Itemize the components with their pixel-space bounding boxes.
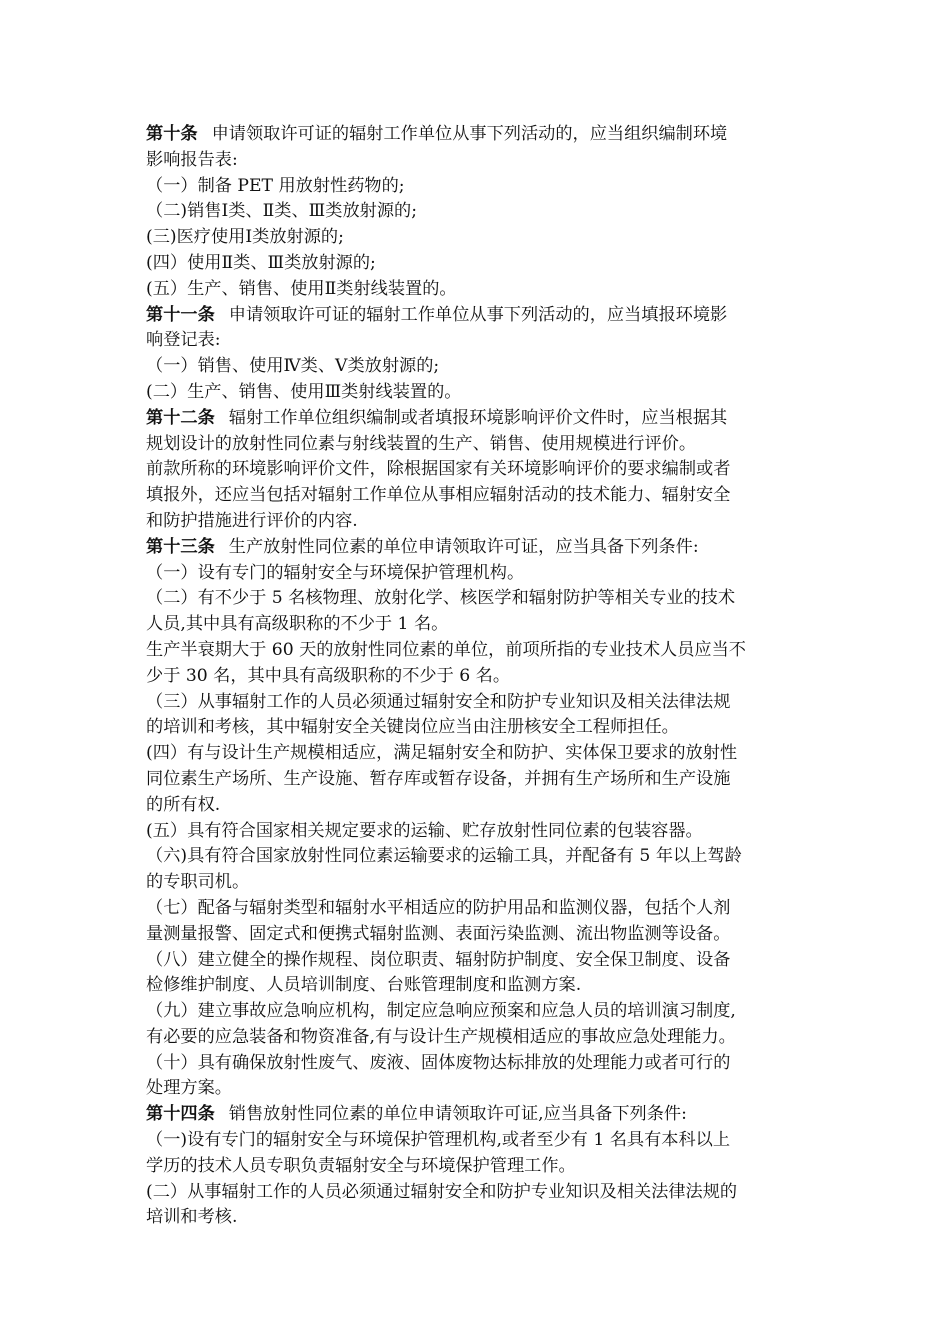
article-11-heading: 第十一条	[146, 304, 215, 325]
article-12-lead: 辐射工作单位组织编制或者填报环境影响评价文件时，应当根据其	[228, 407, 728, 428]
article-12-lead-cont: 规划设计的放射性同位素与射线装置的生产、销售、使用规模进行评价。	[146, 433, 697, 454]
article-13-text: （二）有不少于 5 名核物理、放射化学、核医学和辐射防护等相关专业的技术	[146, 588, 736, 609]
article-13-text: 处理方案。	[146, 1078, 232, 1099]
article-12-paragraph: 和防护措施进行评价的内容.	[146, 510, 358, 531]
article-13-text: （九）建立事故应急响应机构，制定应急响应预案和应急人员的培训演习制度,	[146, 1001, 736, 1022]
article-13-text: (五）具有符合国家相关规定要求的运输、贮存放射性同位素的包装容器。	[146, 820, 703, 841]
article-13-text: （六)具有符合国家放射性同位素运输要求的运输工具，并配备有 5 年以上驾龄	[146, 846, 742, 867]
article-14-heading: 第十四条	[146, 1104, 215, 1125]
article-13-text: 检修维护制度、人员培训制度、台账管理制度和监测方案.	[146, 975, 582, 996]
article-13-text: （三）从事辐射工作的人员必须通过辐射安全和防护专业知识及相关法律法规	[146, 691, 731, 712]
article-13-text: 同位素生产场所、生产设施、暂存库或暂存设备，并拥有生产场所和生产设施	[146, 768, 731, 789]
article-12-line	[146, 406, 810, 432]
article-10-line	[146, 122, 810, 148]
article-14-lead: 销售放射性同位素的单位申请领取许可证,应当具备下列条件:	[228, 1104, 687, 1125]
document-page	[146, 122, 810, 1231]
article-10-lead-cont: 影响报告表:	[146, 149, 238, 170]
article-13-text: 有必要的应急装备和物资准备,有与设计生产规模相适应的事故应急处理能力。	[146, 1026, 736, 1047]
article-13-heading: 第十三条	[146, 536, 215, 557]
article-11-lead: 申请领取许可证的辐射工作单位从事下列活动的，应当填报环境影	[228, 304, 728, 325]
article-13-text: 少于 30 名，其中具有高级职称的不少于 6 名。	[146, 665, 511, 686]
article-14-text: 学历的技术人员专职负责辐射安全与环境保护管理工作。	[146, 1155, 576, 1176]
article-14-text: （一)设有专门的辐射安全与环境保护管理机构,或者至少有 1 名具有本科以上	[146, 1130, 731, 1151]
article-13-text: 的培训和考核，其中辐射安全关键岗位应当由注册核安全工程师担任。	[146, 717, 679, 738]
article-13-text: （八）建立健全的操作规程、岗位职责、辐射防护制度、安全保卫制度、设备	[146, 949, 731, 970]
article-10-item: (三)医疗使用Ⅰ类放射源的;	[146, 227, 344, 248]
article-10-heading: 第十条	[146, 124, 198, 144]
article-11-item: （一）销售、使用Ⅳ类、Ⅴ类放射源的;	[146, 356, 440, 377]
article-12-heading: 第十二条	[146, 407, 215, 428]
article-13-text: 量测量报警、固定式和便携式辐射监测、表面污染监测、流出物监测等设备。	[146, 923, 731, 944]
article-11-lead-cont: 响登记表:	[146, 330, 221, 351]
article-11-line	[146, 303, 810, 329]
article-14-text: 培训和考核.	[146, 1207, 238, 1228]
article-13-text: （一）设有专门的辐射安全与环境保护管理机构。	[146, 562, 525, 583]
article-10-item: （一）制备 PET 用放射性药物的;	[146, 175, 405, 196]
article-13-text: （十）具有确保放射性废气、废液、固体废物达标排放的处理能力或者可行的	[146, 1052, 731, 1073]
article-14-text: (二）从事辐射工作的人员必须通过辐射安全和防护专业知识及相关法律法规的	[146, 1181, 738, 1202]
article-11-item: (二）生产、销售、使用Ⅲ类射线装置的。	[146, 381, 462, 402]
article-10-item: (五）生产、销售、使用Ⅱ类射线装置的。	[146, 278, 457, 299]
article-13-text: 的所有权.	[146, 794, 221, 815]
article-13-text: 人员,其中具有高级职称的不少于 1 名。	[146, 614, 449, 635]
article-12-paragraph: 前款所称的环境影响评价文件，除根据国家有关环境影响评价的要求编制或者	[146, 459, 731, 480]
article-12-paragraph: 填报外，还应当包括对辐射工作单位从事相应辐射活动的技术能力、辐射安全	[146, 485, 731, 506]
article-13-text: （七）配备与辐射类型和辐射水平相适应的防护用品和监测仪器，包括个人剂	[146, 897, 731, 918]
article-14-line	[146, 1102, 810, 1128]
article-13-text: 生产半衰期大于 60 天的放射性同位素的单位，前项所指的专业技术人员应当不	[146, 639, 746, 660]
article-10-item: （二)销售Ⅰ类、Ⅱ类、Ⅲ类放射源的;	[146, 201, 417, 222]
article-10-lead: 申请领取许可证的辐射工作单位从事下列活动的，应当组织编制环境	[211, 124, 728, 144]
article-13-line	[146, 535, 810, 561]
article-10-item: (四）使用Ⅱ类、Ⅲ类放射源的;	[146, 252, 376, 273]
article-13-text: 的专职司机。	[146, 872, 250, 893]
article-13-text: (四）有与设计生产规模相适应，满足辐射安全和防护、实体保卫要求的放射性	[146, 743, 738, 764]
article-13-lead: 生产放射性同位素的单位申请领取许可证，应当具备下列条件:	[228, 536, 699, 557]
